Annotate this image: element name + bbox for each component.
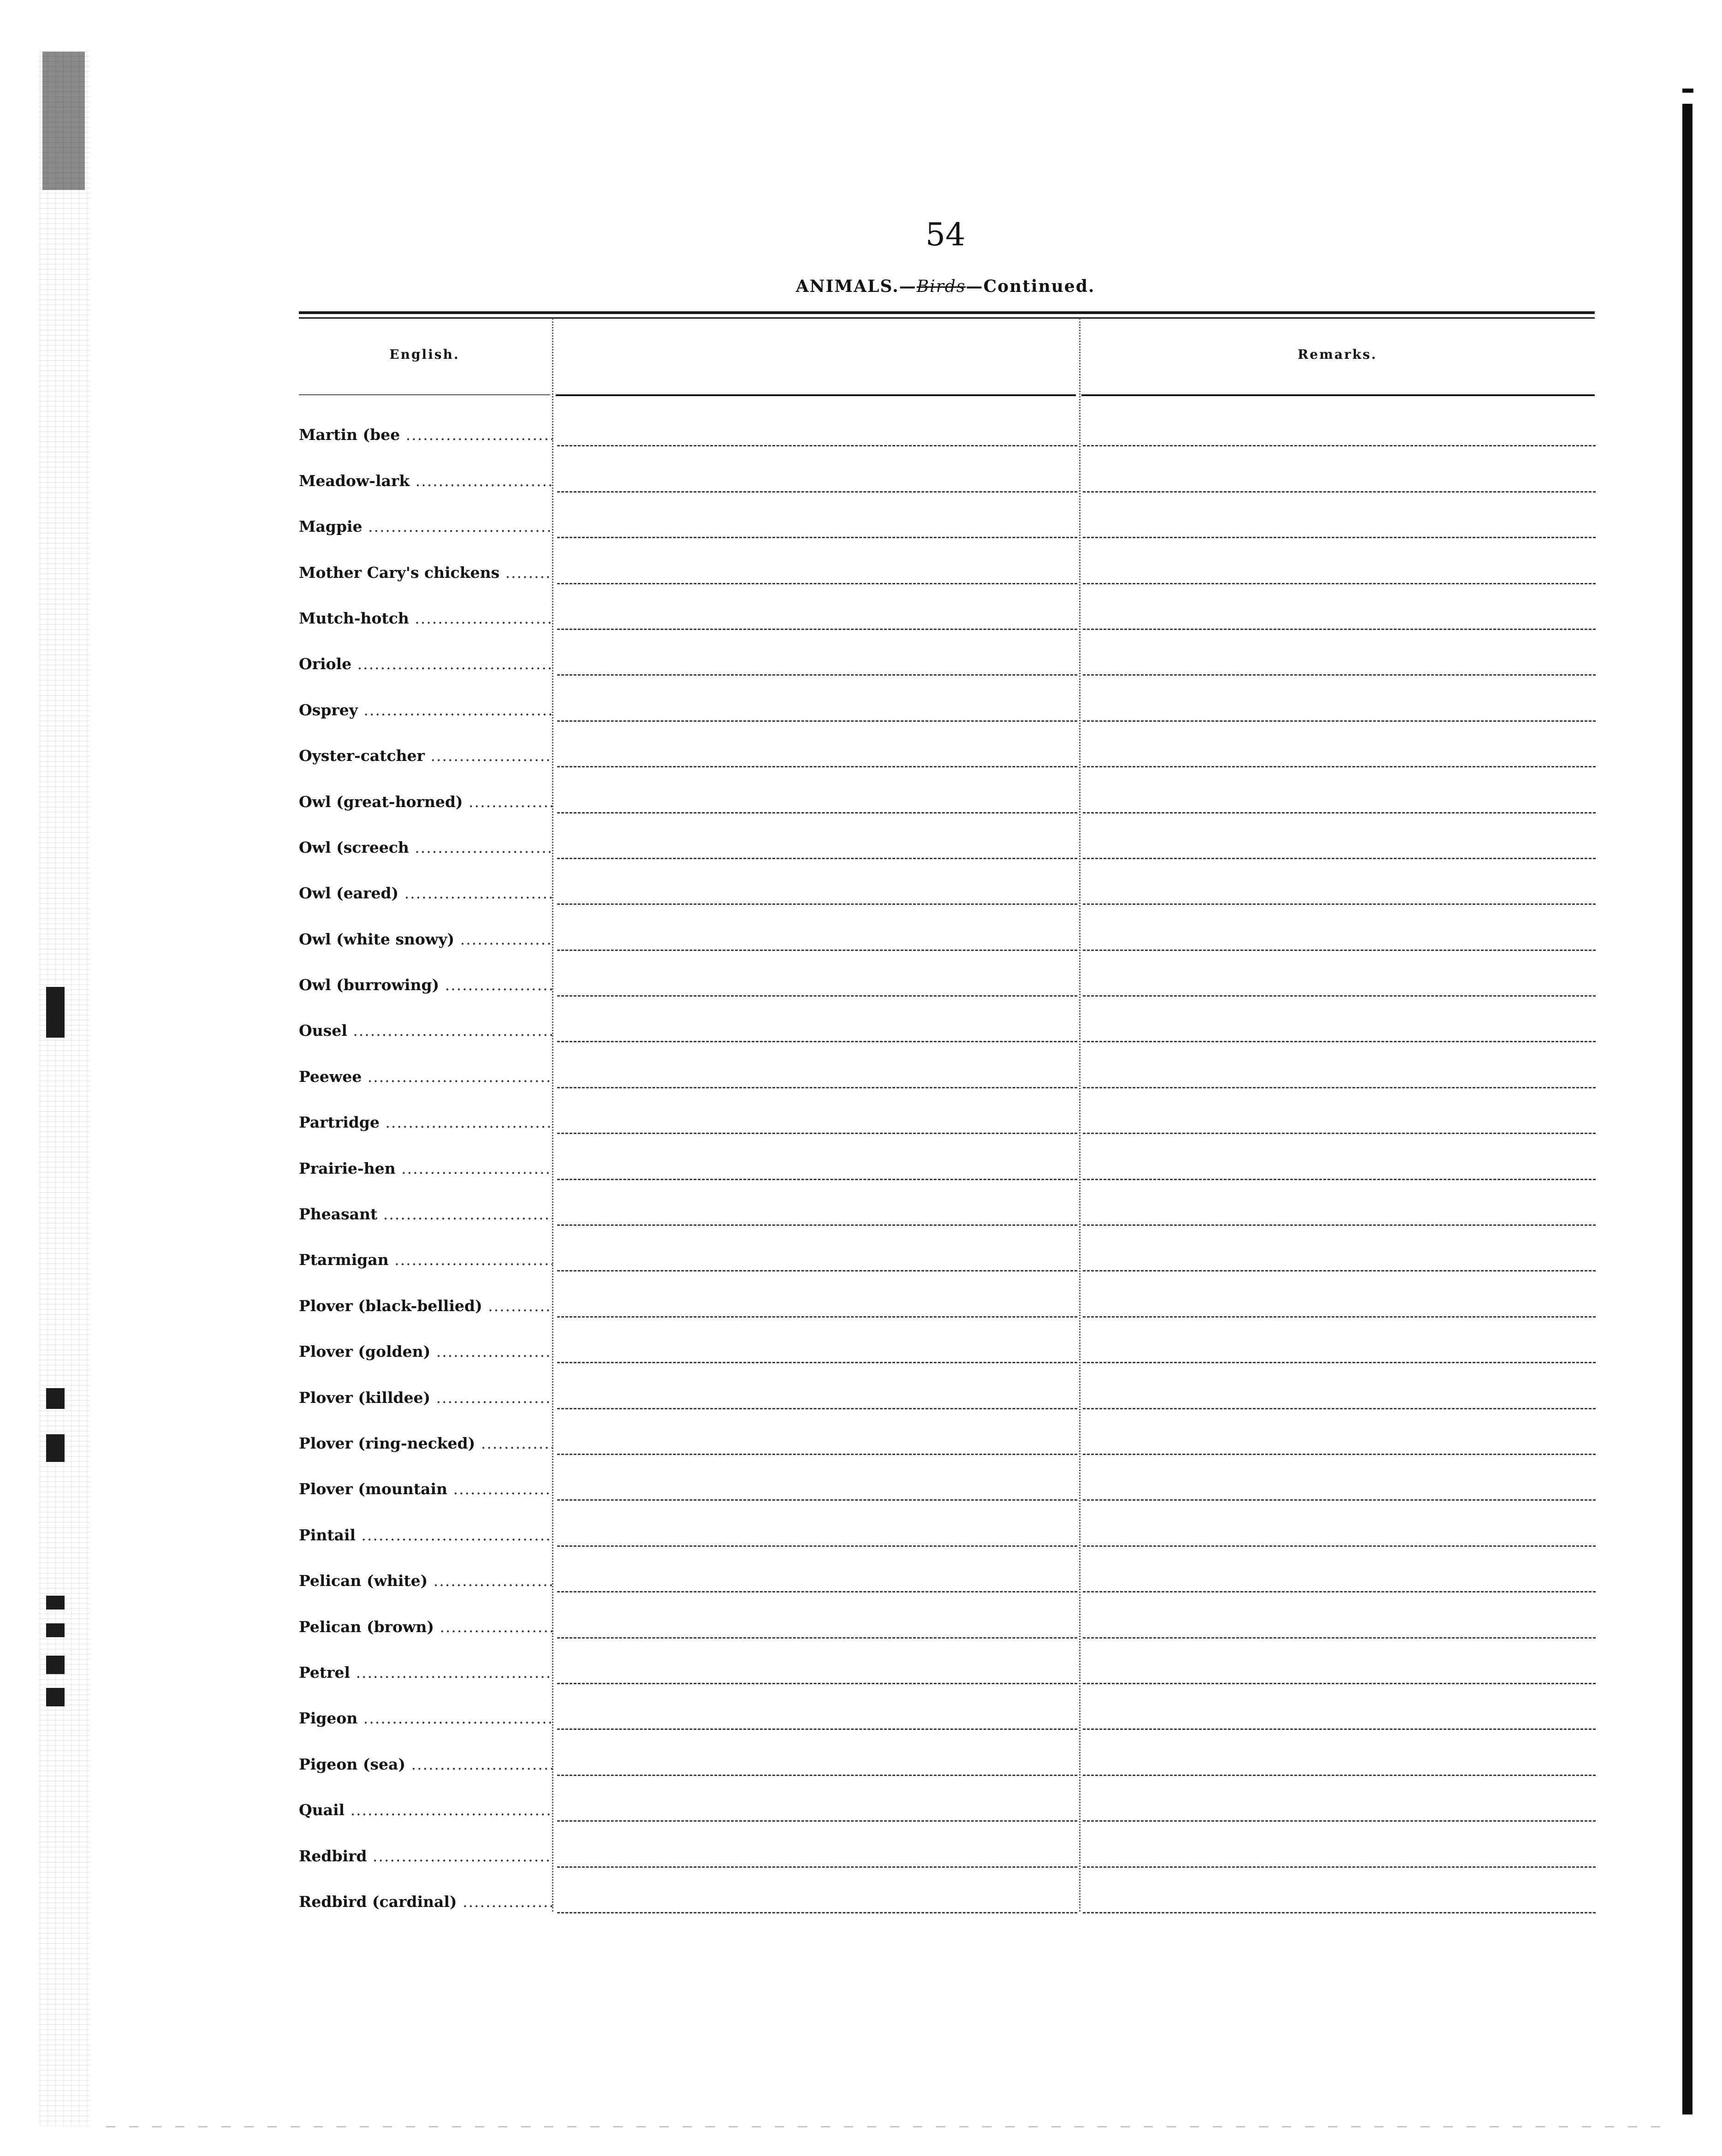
page-title	[692, 277, 1199, 296]
translation-blank-line	[557, 995, 1077, 997]
table-row	[299, 1417, 1599, 1462]
remarks-blank-line	[1083, 766, 1596, 767]
translation-blank-line	[557, 1133, 1077, 1134]
table-row	[299, 408, 1599, 454]
column-header-english: English.	[389, 347, 460, 362]
header-underline	[299, 394, 550, 395]
remarks-blank-line	[1083, 537, 1596, 538]
remarks-blank-line	[1083, 950, 1596, 951]
translation-blank-line	[557, 1041, 1077, 1042]
remarks-blank-line	[1083, 491, 1596, 493]
translation-blank-line	[557, 1637, 1077, 1639]
row-english-label: Ptarmigan .....	[299, 1251, 552, 1269]
remarks-blank-line	[1083, 445, 1596, 446]
remarks-blank-line	[1083, 1683, 1596, 1684]
remarks-blank-line	[1083, 812, 1596, 814]
remarks-blank-line	[1083, 1316, 1596, 1318]
translation-blank-line	[557, 812, 1077, 814]
translation-blank-line	[557, 1087, 1077, 1088]
table-row	[299, 592, 1599, 637]
page-title-main: ANIMALS.—	[796, 277, 917, 296]
translation-blank-line	[557, 1316, 1077, 1318]
scan-mark	[46, 1656, 65, 1674]
row-english-label: Redbird .....	[299, 1847, 552, 1865]
translation-blank-line	[557, 766, 1077, 767]
scan-mark	[46, 1623, 65, 1637]
remarks-blank-line	[1083, 903, 1596, 905]
row-english-label: Petrel .....	[299, 1663, 552, 1681]
remarks-blank-line	[1083, 1408, 1596, 1409]
translation-blank-line	[557, 1224, 1077, 1226]
translation-blank-line	[557, 950, 1077, 951]
remarks-blank-line	[1083, 674, 1596, 676]
translation-blank-line	[557, 1545, 1077, 1547]
table-row	[299, 912, 1599, 958]
remarks-blank-line	[1083, 1179, 1596, 1180]
row-english-label: Osprey .....	[299, 701, 552, 719]
scan-edge-right-tick	[1682, 89, 1693, 93]
table-row	[299, 1233, 1599, 1279]
table-row	[299, 1188, 1599, 1233]
translation-blank-line	[557, 1912, 1077, 1913]
scan-mark	[46, 1434, 65, 1462]
row-english-label: Meadow-lark .....	[299, 472, 552, 490]
translation-blank-line	[557, 1775, 1077, 1776]
row-english-label: Owl (screech .....	[299, 838, 552, 856]
remarks-blank-line	[1083, 995, 1596, 997]
row-english-label: Ousel .....	[299, 1022, 552, 1039]
translation-blank-line	[557, 1683, 1077, 1684]
remarks-blank-line	[1083, 1545, 1596, 1547]
translation-blank-line	[557, 445, 1077, 446]
vocabulary-table	[299, 408, 1599, 1921]
row-english-label: Oriole .....	[299, 655, 552, 673]
row-english-label: Plover (killdee) .....	[299, 1389, 552, 1407]
remarks-blank-line	[1083, 1087, 1596, 1088]
translation-blank-line	[557, 720, 1077, 722]
table-row	[299, 1462, 1599, 1508]
row-english-label: Pheasant .....	[299, 1205, 552, 1223]
remarks-blank-line	[1083, 1224, 1596, 1226]
table-row	[299, 1646, 1599, 1692]
scan-edge-shadow	[42, 52, 85, 190]
remarks-blank-line	[1083, 583, 1596, 584]
row-english-label: Pigeon (sea) .....	[299, 1755, 552, 1773]
table-row	[299, 1508, 1599, 1554]
translation-blank-line	[557, 1408, 1077, 1409]
table-row	[299, 1141, 1599, 1187]
translation-blank-line	[557, 1591, 1077, 1592]
row-english-label: Redbird (cardinal) .....	[299, 1893, 552, 1911]
remarks-blank-line	[1083, 858, 1596, 859]
top-rule-thin	[299, 317, 1595, 319]
row-english-label: Magpie .....	[299, 517, 552, 535]
table-row	[299, 454, 1599, 499]
row-english-label: Partridge .....	[299, 1113, 552, 1131]
remarks-blank-line	[1083, 1820, 1596, 1822]
table-row	[299, 821, 1599, 867]
translation-blank-line	[557, 674, 1077, 676]
row-english-label: Plover (black-bellied) .....	[299, 1297, 552, 1315]
translation-blank-line	[557, 1179, 1077, 1180]
table-row	[299, 958, 1599, 1004]
table-row	[299, 1325, 1599, 1371]
row-english-label: Owl (white snowy) .....	[299, 930, 552, 948]
table-row	[299, 1050, 1599, 1095]
table-row	[299, 637, 1599, 683]
translation-blank-line	[557, 1270, 1077, 1271]
table-row	[299, 546, 1599, 591]
row-english-label: Plover (golden) .....	[299, 1342, 552, 1360]
table-row	[299, 729, 1599, 775]
scan-edge-right	[1682, 104, 1692, 2114]
remarks-blank-line	[1083, 720, 1596, 722]
translation-blank-line	[557, 629, 1077, 630]
row-english-label: Mother Cary's chickens .....	[299, 564, 552, 582]
table-row	[299, 1783, 1599, 1829]
remarks-blank-line	[1083, 1728, 1596, 1730]
remarks-blank-line	[1083, 1133, 1596, 1134]
row-english-label: Pintail .....	[299, 1526, 552, 1544]
header-underline	[1081, 394, 1595, 396]
row-english-label: Martin (bee .....	[299, 426, 552, 444]
scan-mark	[46, 987, 65, 1038]
table-row	[299, 1829, 1599, 1875]
translation-blank-line	[557, 1454, 1077, 1455]
translation-blank-line	[557, 1866, 1077, 1868]
translation-blank-line	[557, 858, 1077, 859]
table-row	[299, 500, 1599, 546]
table-row	[299, 1875, 1599, 1921]
row-english-label: Owl (burrowing) .....	[299, 976, 552, 994]
row-english-label: Pelican (white) .....	[299, 1572, 552, 1590]
table-row	[299, 1279, 1599, 1324]
scan-mark	[46, 1388, 65, 1409]
translation-blank-line	[557, 1820, 1077, 1822]
table-row	[299, 1554, 1599, 1600]
remarks-blank-line	[1083, 1454, 1596, 1455]
translation-blank-line	[557, 1728, 1077, 1730]
translation-blank-line	[557, 903, 1077, 905]
row-english-label: Peewee .....	[299, 1068, 552, 1086]
row-english-label: Owl (eared) .....	[299, 884, 552, 902]
remarks-blank-line	[1083, 1499, 1596, 1501]
remarks-blank-line	[1083, 629, 1596, 630]
scan-edge-bottom	[106, 2126, 1674, 2127]
table-row	[299, 1600, 1599, 1645]
table-row	[299, 1096, 1599, 1141]
remarks-blank-line	[1083, 1591, 1596, 1592]
translation-blank-line	[557, 1362, 1077, 1363]
remarks-blank-line	[1083, 1637, 1596, 1639]
table-row	[299, 1737, 1599, 1783]
row-english-label: Pigeon .....	[299, 1709, 552, 1727]
table-row	[299, 1692, 1599, 1737]
row-english-label: Prairie-hen .....	[299, 1159, 552, 1177]
row-english-label: Plover (ring-necked) .....	[299, 1434, 552, 1452]
remarks-blank-line	[1083, 1775, 1596, 1776]
page-title-struck: Birds	[916, 277, 966, 296]
table-row	[299, 683, 1599, 729]
remarks-blank-line	[1083, 1270, 1596, 1271]
row-english-label: Owl (great-horned) .....	[299, 793, 552, 811]
remarks-blank-line	[1083, 1912, 1596, 1913]
remarks-blank-line	[1083, 1866, 1596, 1868]
remarks-blank-line	[1083, 1362, 1596, 1363]
translation-blank-line	[557, 537, 1077, 538]
top-rule	[299, 311, 1595, 314]
table-row	[299, 1371, 1599, 1416]
header-underline	[556, 394, 1076, 396]
row-english-label: Oyster-catcher .....	[299, 747, 552, 765]
row-english-label: Plover (mountain .....	[299, 1480, 552, 1498]
table-row	[299, 775, 1599, 820]
scan-edge-left	[39, 51, 90, 2126]
row-english-label: Pelican (brown) .....	[299, 1618, 552, 1636]
row-english-label: Quail .....	[299, 1801, 552, 1819]
scan-mark	[46, 1596, 65, 1610]
column-header-remarks: Remarks.	[1297, 347, 1378, 362]
page-title-tail: —Continued.	[966, 277, 1095, 296]
row-english-label: Mutch-hotch .....	[299, 609, 552, 627]
table-row	[299, 1004, 1599, 1050]
page-number: 54	[925, 217, 966, 253]
translation-blank-line	[557, 1499, 1077, 1501]
scan-mark	[46, 1688, 65, 1706]
translation-blank-line	[557, 583, 1077, 584]
translation-blank-line	[557, 491, 1077, 493]
remarks-blank-line	[1083, 1041, 1596, 1042]
table-row	[299, 867, 1599, 912]
